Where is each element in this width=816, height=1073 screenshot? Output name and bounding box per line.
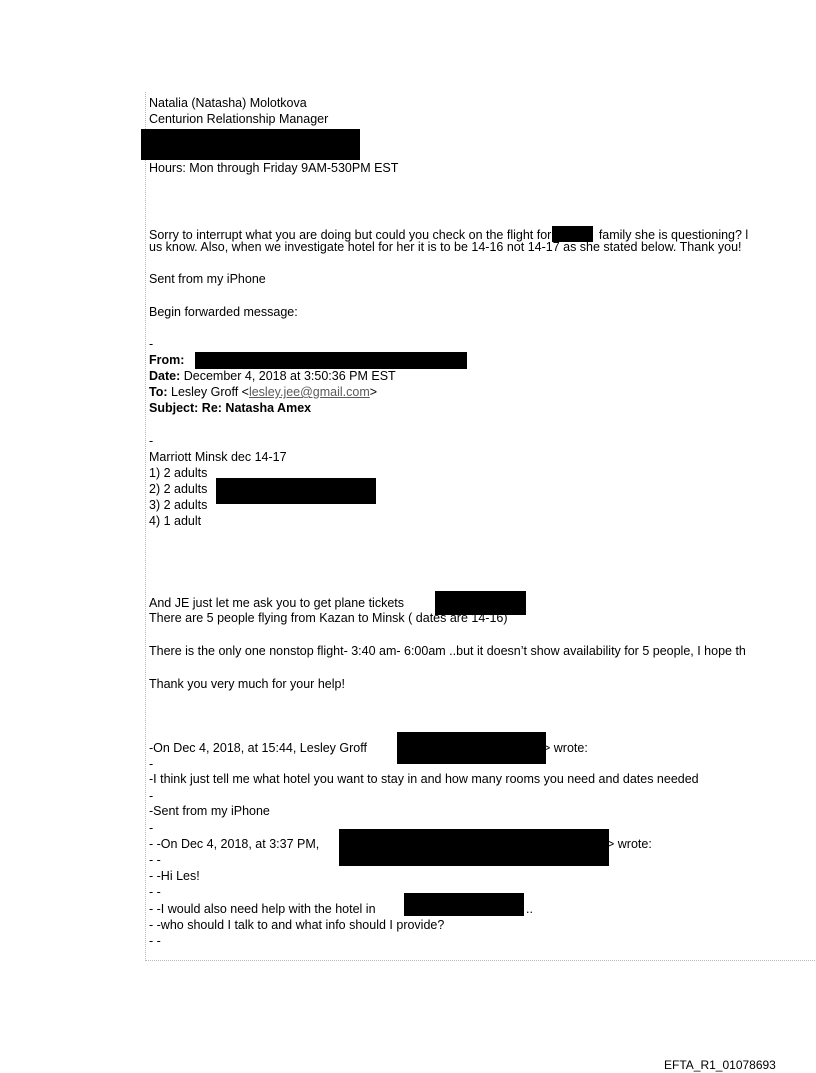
thread-wrote-1: > wrote:	[543, 741, 588, 755]
to-email-link[interactable]: lesley.jee@gmail.com	[248, 385, 370, 399]
thread-on-2: - -On Dec 4, 2018, at 3:37 PM,	[149, 837, 320, 851]
thread-hotel-help: - -I would also need help with the hotel in	[149, 902, 376, 916]
date-line	[149, 369, 396, 384]
hotel-dash: -	[149, 434, 154, 448]
thread-hi: - -Hi Les!	[149, 869, 200, 883]
flight-line-2: There are 5 people flying from Kazan to Minsk ( dates are 14-16)	[149, 611, 508, 625]
thread-dash-3: -	[149, 821, 154, 835]
header-dash: -	[149, 337, 154, 351]
signature-name: Natalia (Natasha) Molotkova	[149, 96, 307, 110]
thread-dd-3: - -	[149, 934, 161, 948]
thread-dash-2: -	[149, 789, 154, 803]
redaction-rooms	[216, 478, 376, 504]
redaction-from	[195, 352, 467, 369]
date-value: December 4, 2018 at 3:50:36 PM EST	[183, 369, 396, 383]
flight-line-1: And JE just let me ask you to get plane tickets	[149, 596, 404, 610]
thread-dd-1: - -	[149, 853, 161, 867]
thread-hotel-help-end: ..	[526, 902, 533, 916]
thread-msg-1: -I think just tell me what hotel you want to stay in and how many rooms you need and dates needed	[149, 772, 699, 786]
redaction-city	[404, 893, 524, 916]
thread-on-1: -On Dec 4, 2018, at 15:44, Lesley Groff	[149, 741, 367, 755]
thread-dash-1: -	[149, 757, 154, 771]
sent-from-iphone: Sent from my iPhone	[149, 272, 266, 286]
document-id: EFTA_R1_01078693	[664, 1058, 776, 1072]
intro-line-2: us know. Also, when we investigate hotel for her it is to be 14-16 not 14-17 as she stated below. Thank you!	[149, 240, 742, 254]
thread-wrote-2: > wrote:	[607, 837, 652, 851]
to-label: To:	[149, 385, 168, 399]
flight-thanks: Thank you very much for your help!	[149, 677, 345, 691]
redaction-block	[141, 129, 360, 160]
flight-line-3: There is the only one nonstop flight- 3:40 am- 6:00am ..but it doesn’t show availability for 5 people, I hope th	[149, 644, 746, 658]
thread-dd-2: - -	[149, 885, 161, 899]
redaction-email-2	[339, 829, 609, 866]
room-line: 2) 2 adults	[149, 482, 208, 496]
signature-title: Centurion Relationship Manager	[149, 112, 329, 126]
room-line: 4) 1 adult	[149, 514, 202, 528]
intro-line-1a: Sorry to interrupt what you are doing but could you check on the flight for	[149, 228, 552, 242]
thread-sent-2: -Sent from my iPhone	[149, 804, 270, 818]
from-label: From:	[149, 353, 185, 367]
date-label: Date:	[149, 369, 181, 383]
subject-value: Re: Natasha Amex	[201, 401, 312, 415]
subject-line	[149, 401, 311, 416]
begin-forwarded: Begin forwarded message:	[149, 305, 298, 319]
to-close: >	[369, 385, 378, 399]
to-line	[149, 385, 377, 400]
intro-line-1b: family she is questioning? l	[598, 228, 749, 242]
room-line: 1) 2 adults	[149, 466, 208, 480]
signature-hours: Hours: Mon through Friday 9AM-530PM EST	[149, 161, 399, 175]
thread-who: - -who should I talk to and what info should I provide?	[149, 918, 445, 932]
hotel-title: Marriott Minsk dec 14-17	[149, 450, 287, 464]
redaction-email-1	[397, 732, 546, 764]
to-name: Lesley Groff <	[171, 385, 249, 399]
room-line: 3) 2 adults	[149, 498, 208, 512]
subject-label: Subject:	[149, 401, 199, 415]
